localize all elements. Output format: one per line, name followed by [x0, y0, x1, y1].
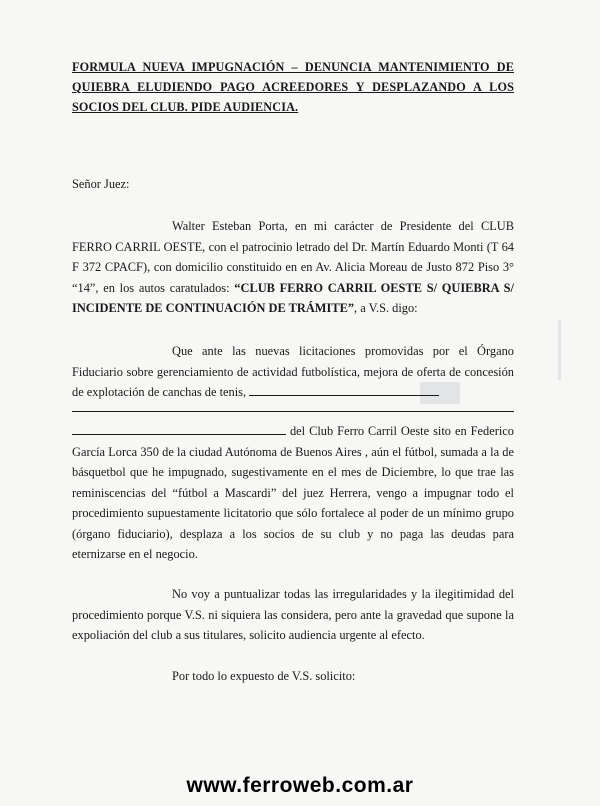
salutation: Señor Juez:	[72, 177, 130, 191]
paragraph-text: Walter Esteban Porta, en mi carácter de Presidente del CLUB FERRO CARRIL OESTE, con el patrocinio letrado del Dr. Martín Eduardo Monti (T 64 F 372 CPACF), con domicilio constituido en en Av. Alicia Moreau de Justo 872 Piso 3° “14”, en los autos caratulados:	[72, 219, 514, 295]
paragraph-presentation	[72, 216, 514, 319]
blank-line	[72, 411, 514, 412]
paragraph-text: Que ante las nuevas licitaciones promovidas por el Órgano Fiduciario sobre gerenciamiento de actividad futbolística, mejora de oferta de concesión de explotación de canchas de tenis,	[72, 344, 514, 399]
footer-website: www.ferroweb.com.ar	[186, 774, 414, 797]
scan-artifact	[558, 320, 561, 380]
paragraph-text: del Club Ferro Carril Oeste sito en Federico García Lorca 350 de la ciudad Autónoma de Buenos Aires , aún el fútbol, sumada a la de básquetbol que he impugnado, sugestivamente en el mes de Diciembre, lo que trae las reminiscencias del “fútbol a Mascardi” del juez Herrera, vengo a impugnar todo el procedimiento supuestamente licitatorio que sólo fortalece al poder de un mínimo grupo (órgano fiduciario), desplaza a los socios de su club y no paga las deudas para eternizarse en el negocio.	[72, 424, 514, 561]
paragraph-solicito	[72, 666, 514, 687]
paragraph-text: Por todo lo expuesto de V.S. solicito:	[172, 669, 356, 683]
blank-line	[72, 424, 286, 435]
paragraph-audiencia	[72, 584, 514, 646]
blank-line	[249, 385, 439, 396]
document-heading: FORMULA NUEVA IMPUGNACIÓN – DENUNCIA MANTENIMIENTO DE QUIEBRA ELUDIENDO PAGO ACREEDORES Y DESPLAZANDO A LOS SOCIOS DEL CLUB. PIDE AUDIENCIA.	[72, 60, 514, 114]
paragraph-licitaciones	[72, 341, 514, 403]
paragraph-text: No voy a puntualizar todas las irregularidades y la ilegitimidad del procedimiento porque V.S. ni siquiera las considera, pero ante la gravedad que supone la expoliación del club a sus titulares, solicito audiencia urgente al efecto.	[72, 587, 514, 642]
case-title: “CLUB FERRO CARRIL OESTE S/ QUIEBRA S/ INCIDENTE DE CONTINUACIÓN DE TRÁMITE”	[72, 280, 514, 315]
paragraph-impugnacion	[72, 421, 514, 565]
paragraph-text: , a V.S. digo:	[354, 301, 418, 315]
